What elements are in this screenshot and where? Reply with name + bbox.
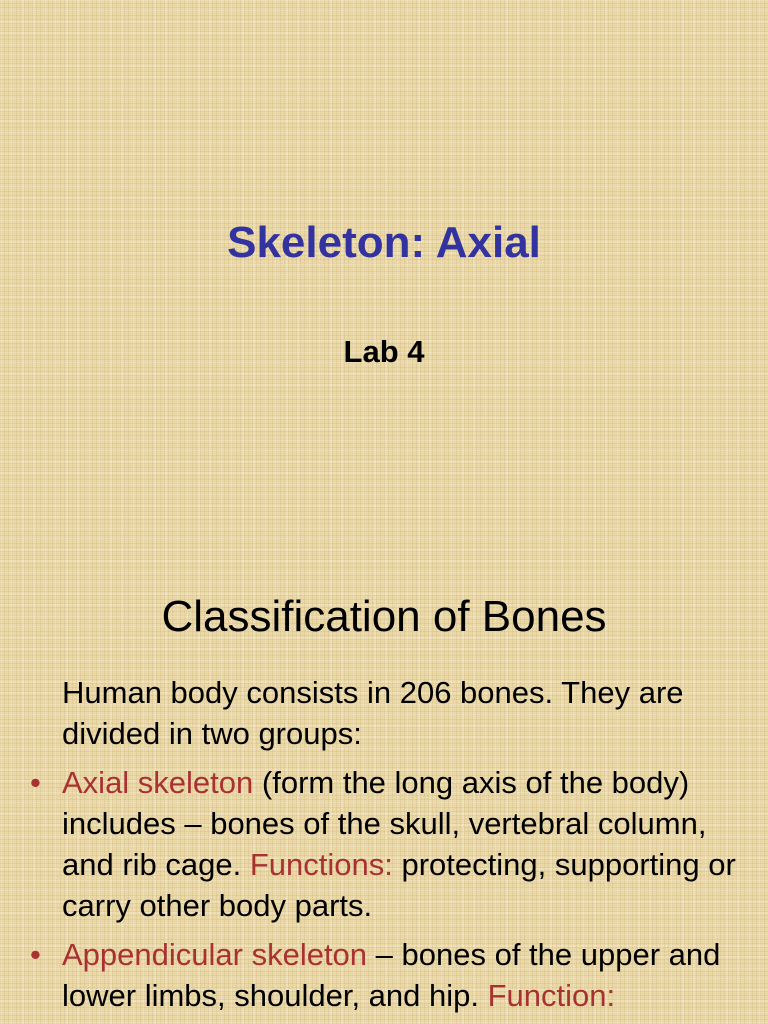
content-slide-title: Classification of Bones [161,592,607,641]
bullet-term: Axial skeleton [62,765,254,800]
bullet-appendicular-skeleton [28,934,748,1016]
bullet-text: – bones of the upper and lower limbs, shoulder, and hip. [62,937,721,1013]
content-slide [0,576,768,1024]
bullet-function-label: Function: [487,978,616,1013]
slide-title: Skeleton: Axial [227,218,541,267]
bullet-dot-icon: • [30,937,41,972]
intro-paragraph: Human body consists in 206 bones. They are divided in two groups: [62,675,684,751]
slide-subtitle: Lab 4 [343,334,425,369]
bullet-text: (form the long axis of the body) includes – bones of the skull, vertebral column, and rib cage. [62,765,707,882]
bullet-dot-icon: • [30,765,41,800]
bullet-term: Appendicular skeleton [62,937,368,972]
bullet-axial-skeleton [28,762,748,926]
bullet-function-text: protecting, supporting or carry other body parts. [62,847,736,923]
bullet-function-label: Functions: [249,847,393,882]
content-body [28,672,748,1024]
